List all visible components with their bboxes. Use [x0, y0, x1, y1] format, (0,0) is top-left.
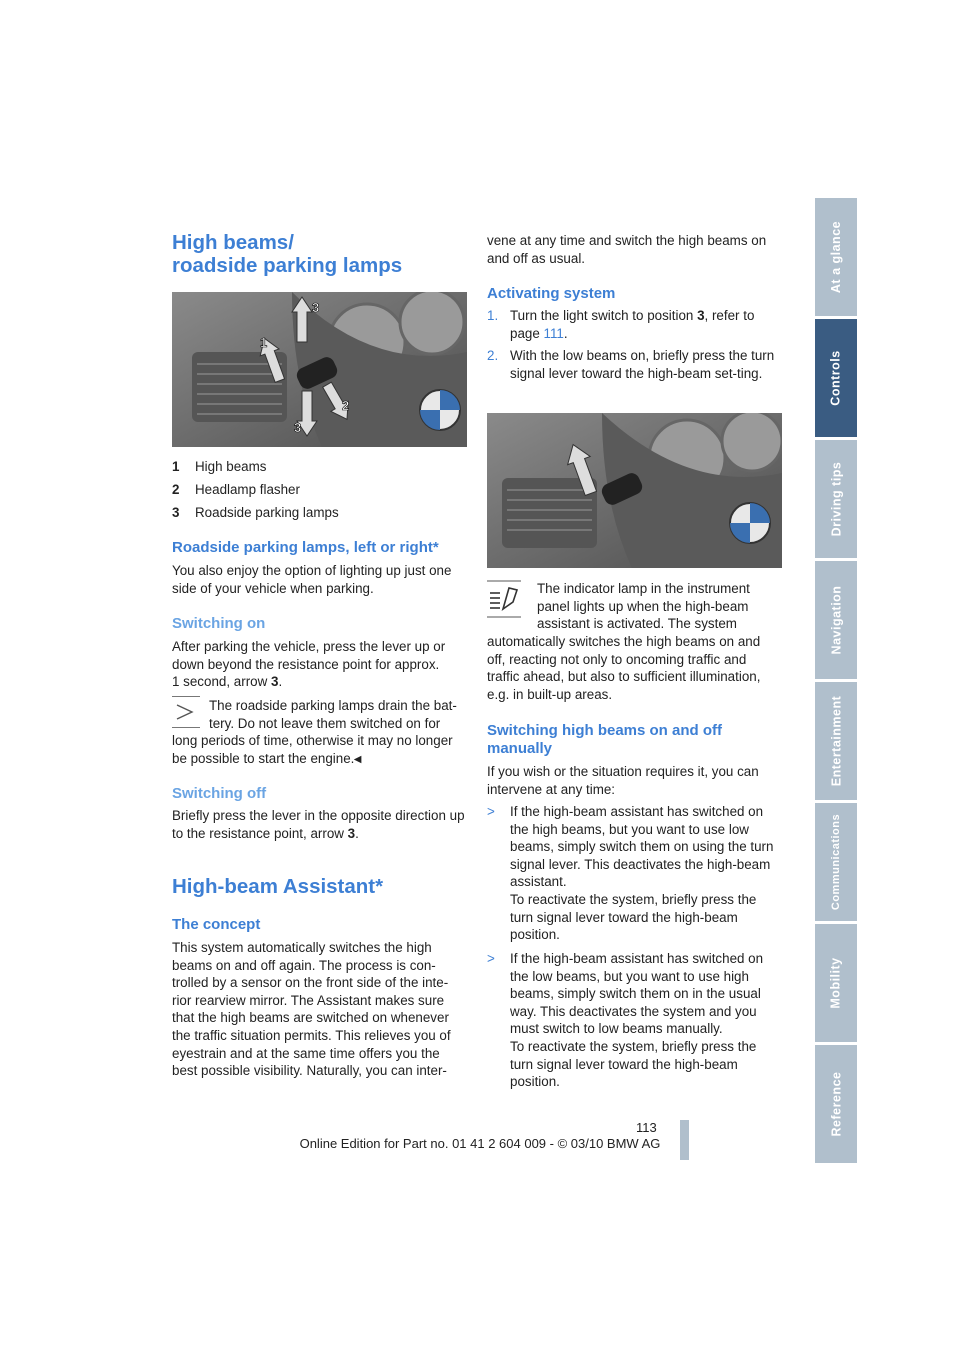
legend-item: 1 — [172, 459, 180, 474]
heading-switching-on: Switching on — [172, 615, 266, 632]
page-number: 113 — [636, 1120, 657, 1135]
heading-roadside: Roadside parking lamps, left or right* — [172, 539, 439, 556]
steering-lever-illustration — [172, 292, 467, 447]
high-beam-indicator-icon — [487, 580, 521, 618]
svg-text:2: 2 — [342, 398, 350, 413]
note-line-2: tery. Do not leave them switched on for — [209, 716, 441, 731]
step-2: 2. With the low beams on, briefly press the turn signal lever toward the high-beam set-ting. — [487, 348, 775, 381]
section-title-hba: High-beam Assistant* — [172, 875, 384, 898]
tab-at-a-glance[interactable]: At a glance — [815, 198, 857, 316]
legend-item: 2 — [172, 482, 180, 497]
paragraph-switching-on: After parking the vehicle, press the lever up or down beyond the resistance point for approx. 1 second, arrow 3. — [172, 639, 446, 690]
step-1: 1. Turn the light switch to position 3, refer to page 111. — [487, 308, 755, 341]
heading-manual: Switching high beams on and off manually — [487, 722, 722, 757]
bullet-item-2: > If the high-beam assistant has switched on the low beams, but you want to use high beams, simply switch them on in the usual way. This deactivates the system and you must switch to low beams manually. To reactivate the system, briefly press the turn signal lever toward the high-beam position. — [487, 951, 764, 1090]
heading-concept: The concept — [172, 916, 261, 933]
svg-text:3: 3 — [312, 300, 320, 315]
title-line-1: High beams/ — [172, 231, 294, 254]
paragraph-roadside: You also enjoy the option of lighting up just one side of your vehicle when parking. — [172, 563, 452, 596]
note-body: long periods of time, otherwise it may no longer be possible to start the engine.◂ — [172, 733, 453, 766]
indicator-line-1: The indicator lamp in the instrument — [537, 581, 750, 596]
svg-text:3: 3 — [294, 420, 302, 435]
tab-driving-tips[interactable]: Driving tips — [815, 440, 857, 558]
paragraph-concept: This system automatically switches the high beams on and off again. The process is con-trolled by a sensor on the front side of the inte-rior rearview mirror. The Assistant makes sure that the high beams are switched on whenever the traffic situation permits. This relieves you of eyestrain and at the same time offers you the best possible visibility. Naturally, you can inter- — [172, 940, 451, 1079]
indicator-line-2: panel lights up when the high-beam — [537, 599, 749, 614]
page-link-111[interactable]: 111 — [543, 325, 564, 341]
bullet-item-1: > If the high-beam assistant has switched on the high beams, but you want to use low beams, simply switch them on using the turn signal lever. This deactivates the high-beam assistant. To reactivate the system, briefly press the turn signal lever toward the high-beam position. — [487, 804, 774, 943]
indicator-body: automatically switches the high beams on and off, reacting not only to oncoming traffic and traffic ahead, but also to sufficient illumination, e.g. in built-up areas. — [487, 634, 761, 702]
paragraph-continued: vene at any time and switch the high beams on and off as usual. — [487, 233, 767, 266]
tab-navigation[interactable]: Navigation — [815, 561, 857, 679]
heading-activating: Activating system — [487, 285, 616, 302]
indicator-line-3: assistant is activated. The system — [537, 616, 737, 631]
section-title — [172, 232, 402, 277]
title-line-2: roadside parking lamps — [172, 253, 403, 277]
legend-item-text: High beams — [195, 459, 267, 474]
legend-item-text: Roadside parking lamps — [195, 505, 339, 520]
tab-controls[interactable]: Controls — [815, 319, 857, 437]
heading-switching-off: Switching off — [172, 785, 267, 802]
tab-reference[interactable]: Reference — [815, 1045, 857, 1163]
tab-mobility[interactable]: Mobility — [815, 924, 857, 1042]
note-icon — [172, 696, 200, 728]
legend-item-text: Headlamp flasher — [195, 482, 300, 497]
high-beam-lever-illustration — [487, 413, 782, 568]
tab-entertainment[interactable]: Entertainment — [815, 682, 857, 800]
footer-text: Online Edition for Part no. 01 41 2 604 009 - © 03/10 BMW AG — [299, 1136, 661, 1151]
tab-communications[interactable]: Communications — [815, 803, 857, 921]
legend-item: 3 — [172, 505, 180, 520]
svg-text:1: 1 — [260, 335, 268, 350]
paragraph-manual: If you wish or the situation requires it, you can intervene at any time: — [487, 764, 759, 797]
steering-lever-photo-1 — [172, 292, 467, 447]
note-line-1: The roadside parking lamps drain the bat- — [209, 698, 457, 713]
paragraph-switching-off: Briefly press the lever in the opposite direction up to the resistance point, arrow 3. — [172, 808, 465, 841]
steering-lever-photo-2 — [487, 413, 782, 568]
